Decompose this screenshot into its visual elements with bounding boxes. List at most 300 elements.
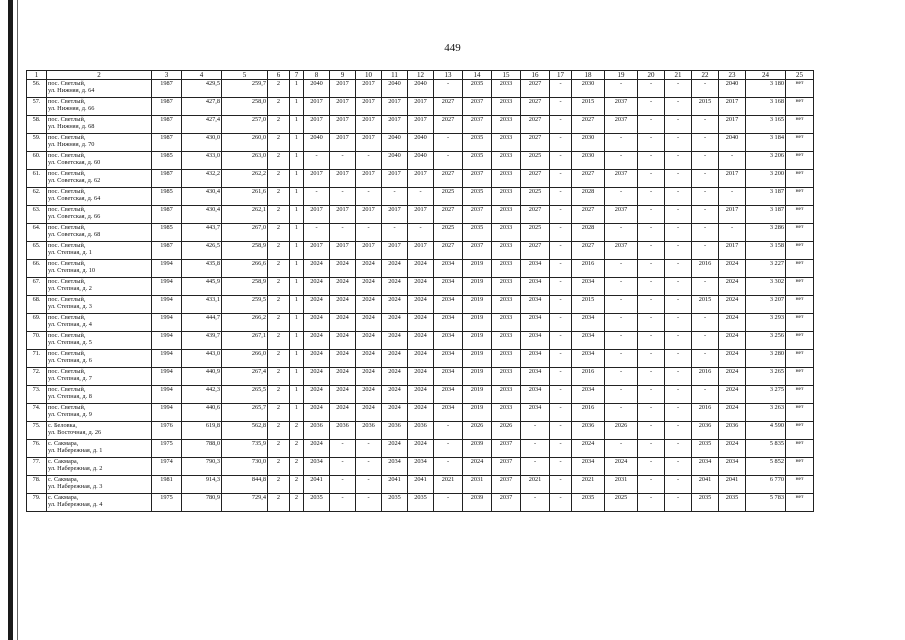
table-cell: 2026 [492,422,521,440]
table-cell: - [605,224,638,242]
table-cell: 2024 [330,260,356,278]
table-cell: 2034 [304,458,330,476]
table-cell: 1976 [152,422,182,440]
table-cell: нет [786,224,814,242]
row-number-cell: 56. [27,80,47,98]
table-row [27,152,814,170]
row-number-cell: 74. [27,404,47,422]
table-cell: 1 [290,134,304,152]
table-row [27,494,814,512]
address-cell: пос. Светлый, ул. Степная, д. 4 [47,314,152,332]
table-cell: - [434,458,463,476]
table-cell: 432,2 [182,170,222,188]
table-cell: нет [786,134,814,152]
table-cell: нет [786,242,814,260]
table-cell: 1 [290,278,304,296]
table-cell: - [434,80,463,98]
table-cell: нет [786,98,814,116]
row-number-cell: 72. [27,368,47,386]
table-cell: 2025 [521,224,550,242]
table-row [27,458,814,476]
table-cell: - [550,242,572,260]
table-cell: 2040 [408,152,434,170]
table-cell: 2025 [434,188,463,206]
table-cell: 2040 [408,134,434,152]
table-cell: - [408,224,434,242]
table-cell: 2025 [605,494,638,512]
table-cell: 3 227 [746,260,786,278]
table-cell: - [665,458,692,476]
table-cell: 2 [268,368,290,386]
address-cell: пос. Светлый, ул. Советская, д. 60 [47,152,152,170]
table-cell: 2035 [719,494,746,512]
table-cell: 1 [290,98,304,116]
row-number-cell: 62. [27,188,47,206]
table-cell: 2024 [330,404,356,422]
row-number-cell: 59. [27,134,47,152]
table-cell: 2 [268,476,290,494]
table-cell: 2033 [492,404,521,422]
row-number-cell: 79. [27,494,47,512]
table-cell: - [550,170,572,188]
table-cell: - [638,98,665,116]
table-cell: 2034 [382,458,408,476]
table-cell: 2 [268,170,290,188]
table-cell: 1994 [152,278,182,296]
table-cell: 1987 [152,98,182,116]
table-cell: - [605,134,638,152]
table-cell: 2034 [521,314,550,332]
row-number-cell: 77. [27,458,47,476]
table-cell: 265,5 [222,386,268,404]
table-cell: 2016 [572,260,605,278]
table-cell: 2024 [408,368,434,386]
table-cell: 1 [290,350,304,368]
table-cell: - [605,296,638,314]
table-cell: 2027 [521,134,550,152]
table-cell: 2034 [521,368,550,386]
table-cell: 2030 [572,80,605,98]
table-cell: 2024 [304,368,330,386]
table-cell: 2026 [463,422,492,440]
table-cell: 435,8 [182,260,222,278]
address-cell: пос. Светлый, ул. Степная, д. 8 [47,386,152,404]
row-number-cell: 73. [27,386,47,404]
table-cell: 5 783 [746,494,786,512]
table-cell: - [605,386,638,404]
table-cell: 2033 [492,224,521,242]
table-cell: 2024 [356,350,382,368]
table-cell: 2016 [692,404,719,422]
table-row [27,386,814,404]
table-cell: 2024 [382,404,408,422]
table-cell: - [665,80,692,98]
table-cell: 2025 [434,224,463,242]
table-cell: 2024 [719,278,746,296]
table-cell: 2037 [463,206,492,224]
table-cell: 443,7 [182,224,222,242]
table-cell: нет [786,386,814,404]
table-cell: - [692,224,719,242]
table-cell: 2024 [304,350,330,368]
table-cell: 258,0 [222,98,268,116]
table-cell: 2 [290,494,304,512]
table-cell: 1 [290,296,304,314]
table-cell: - [665,332,692,350]
table-cell: 266,0 [222,350,268,368]
row-number-cell: 58. [27,116,47,134]
table-cell: - [665,260,692,278]
table-cell: 3 286 [746,224,786,242]
table-cell: 262,2 [222,170,268,188]
table-cell: 2 [268,80,290,98]
row-number-cell: 63. [27,206,47,224]
table-cell: 1975 [152,440,182,458]
table-cell: нет [786,494,814,512]
table-cell: - [356,188,382,206]
table-cell: 2024 [330,296,356,314]
table-cell: 2031 [463,476,492,494]
table-cell: - [692,170,719,188]
table-cell: 2035 [692,494,719,512]
table-cell: - [356,494,382,512]
table-cell: - [550,458,572,476]
table-cell: 5 835 [746,440,786,458]
column-header: 17 [550,71,572,80]
table-cell: 2021 [572,476,605,494]
address-cell: пос. Светлый, ул. Степная, д. 10 [47,260,152,278]
table-cell: 2034 [521,278,550,296]
table-cell: 2 [290,476,304,494]
table-cell: - [605,314,638,332]
table-cell: - [638,314,665,332]
table-cell: 2034 [434,404,463,422]
table-cell: 2017 [382,98,408,116]
table-cell: - [605,332,638,350]
table-cell: 1994 [152,314,182,332]
table-cell: - [550,386,572,404]
table-cell: 2034 [572,458,605,476]
table-cell: - [719,188,746,206]
column-header: 16 [521,71,550,80]
table-cell: - [434,494,463,512]
table-cell: нет [786,260,814,278]
table-cell: - [638,440,665,458]
address-cell: пос. Светлый, ул. Советская, д. 64 [47,188,152,206]
table-cell: 1987 [152,170,182,188]
table-cell: - [692,386,719,404]
table-cell: 1975 [152,494,182,512]
table-cell: 2035 [463,224,492,242]
table-cell: нет [786,116,814,134]
table-cell: 2027 [521,116,550,134]
table-cell: 443,0 [182,350,222,368]
table-cell: - [638,404,665,422]
table-cell: - [330,494,356,512]
table-cell: 2027 [521,206,550,224]
table-cell: нет [786,350,814,368]
table-cell: 2033 [492,206,521,224]
table-cell: 2024 [356,260,382,278]
table-cell: нет [786,476,814,494]
table-cell: - [550,224,572,242]
table-cell: - [605,260,638,278]
table-cell: 2024 [719,332,746,350]
table-cell: - [550,260,572,278]
table-cell: 2041 [719,476,746,494]
table-cell: - [550,404,572,422]
address-cell: с. Сакмара, ул. Набережная, д. 2 [47,458,152,476]
table-cell: - [550,188,572,206]
table-cell: 2040 [304,80,330,98]
column-header: 19 [605,71,638,80]
table-cell: 2041 [304,476,330,494]
table-cell: 2027 [572,206,605,224]
binding-edge-line [17,0,18,640]
table-cell: 2035 [572,494,605,512]
table-cell: 258,9 [222,278,268,296]
table-cell: 265,7 [222,404,268,422]
table-cell: 2024 [719,404,746,422]
column-header: 20 [638,71,665,80]
column-header: 22 [692,71,719,80]
table-row [27,188,814,206]
table-cell: - [434,152,463,170]
table-cell: 2027 [521,80,550,98]
table-cell: 2024 [408,296,434,314]
table-cell: - [356,224,382,242]
table-cell: 2017 [719,116,746,134]
table-cell: 1 [290,116,304,134]
table-row [27,206,814,224]
row-number-cell: 68. [27,296,47,314]
table-cell: 2017 [356,98,382,116]
table-cell: 1 [290,152,304,170]
table-cell: - [605,440,638,458]
table-row [27,422,814,440]
table-cell: 2019 [463,260,492,278]
table-cell: 430,0 [182,134,222,152]
table-cell: 2 [268,494,290,512]
table-cell: 2033 [492,134,521,152]
table-cell: 1985 [152,188,182,206]
table-cell: 2 [268,278,290,296]
table-cell: - [638,458,665,476]
table-cell: 2025 [521,188,550,206]
table-cell: - [550,278,572,296]
table-cell: - [330,224,356,242]
table-cell: 2040 [304,134,330,152]
table-cell: 2037 [492,440,521,458]
row-number-cell: 61. [27,170,47,188]
table-cell: - [521,458,550,476]
table-cell: 2 [268,350,290,368]
address-cell: пос. Светлый, ул. Степная, д. 5 [47,332,152,350]
column-header: 4 [182,71,222,80]
table-cell: - [330,440,356,458]
table-cell: 2 [268,296,290,314]
table-cell: 2034 [572,350,605,368]
table-cell: 2036 [572,422,605,440]
column-header: 8 [304,71,330,80]
table-cell: 2024 [304,260,330,278]
table-cell: 442,3 [182,386,222,404]
table-cell: 259,5 [222,296,268,314]
table-cell: - [382,224,408,242]
table-cell: 2024 [605,458,638,476]
address-cell: с. Сакмара, ул. Набережная, д. 3 [47,476,152,494]
table-cell: 2035 [304,494,330,512]
table-row [27,296,814,314]
table-cell: 2034 [572,314,605,332]
table-cell: 2034 [572,332,605,350]
address-cell: с. Сакмара, ул. Набережная, д. 1 [47,440,152,458]
table-cell: 2033 [492,80,521,98]
column-header: 6 [268,71,290,80]
table-cell: 261,6 [222,188,268,206]
table-cell: 2041 [382,476,408,494]
table-cell: 729,4 [222,494,268,512]
table-cell: 2034 [521,350,550,368]
column-header: 2 [47,71,152,80]
table-cell: 2024 [330,332,356,350]
table-cell: 1985 [152,224,182,242]
table-cell: 2019 [463,278,492,296]
table-cell: 2 [268,206,290,224]
table-cell: 2017 [356,242,382,260]
table-cell: 2027 [434,242,463,260]
table-cell: 1987 [152,242,182,260]
table-cell: 2035 [382,494,408,512]
table-cell: - [550,314,572,332]
table-cell: 2024 [382,440,408,458]
table-cell: 2017 [330,98,356,116]
table-cell: - [521,494,550,512]
table-cell: 3 302 [746,278,786,296]
table-row [27,134,814,152]
table-cell: 2024 [330,278,356,296]
address-cell: пос. Светлый, ул. Советская, д. 62 [47,170,152,188]
table-cell: 2024 [330,350,356,368]
table-row [27,332,814,350]
table-cell: 2027 [521,170,550,188]
table-cell: 2027 [434,98,463,116]
table-cell: 3 187 [746,206,786,224]
table-cell: 2036 [382,422,408,440]
table-cell: 1 [290,188,304,206]
table-cell: - [408,188,434,206]
table-cell: 1987 [152,116,182,134]
table-cell: 2034 [719,458,746,476]
row-number-cell: 65. [27,242,47,260]
table-row [27,242,814,260]
table-cell: - [550,98,572,116]
table-cell: - [638,242,665,260]
table-cell: 3 280 [746,350,786,368]
table-cell: 2033 [492,296,521,314]
table-cell: - [638,206,665,224]
table-cell: 2 [268,188,290,206]
table-cell: - [330,188,356,206]
column-header: 1 [27,71,47,80]
table-cell: - [330,458,356,476]
table-cell: 1 [290,242,304,260]
table-cell: - [605,152,638,170]
table-cell: 3 293 [746,314,786,332]
table-cell: - [550,80,572,98]
table-cell: 2033 [492,278,521,296]
table-cell: 2025 [521,152,550,170]
table-cell: - [521,422,550,440]
table-cell: 2017 [356,116,382,134]
table-cell: 735,9 [222,440,268,458]
table-cell: 2036 [408,422,434,440]
table-cell: 2024 [382,368,408,386]
address-cell: с. Сакмара, ул. Набережная, д. 4 [47,494,152,512]
table-cell: 2024 [719,350,746,368]
table-cell: - [692,278,719,296]
table-row [27,98,814,116]
table-cell: 262,1 [222,206,268,224]
table-cell: 2024 [304,386,330,404]
table-cell: - [382,188,408,206]
table-cell: 2017 [330,206,356,224]
table-cell: 2 [268,116,290,134]
table-cell: 1987 [152,134,182,152]
table-cell: 2034 [434,314,463,332]
table-cell: 3 206 [746,152,786,170]
table-cell: - [692,332,719,350]
table-cell: 429,5 [182,80,222,98]
table-row [27,404,814,422]
table-cell: 2019 [463,368,492,386]
table-cell: 2019 [463,404,492,422]
table-cell: - [605,188,638,206]
table-cell: 2017 [719,98,746,116]
table-cell: - [692,350,719,368]
table-cell: 2035 [463,152,492,170]
table-cell: - [638,422,665,440]
row-number-cell: 67. [27,278,47,296]
table-cell: нет [786,422,814,440]
table-cell: 1987 [152,206,182,224]
table-cell: 3 256 [746,332,786,350]
row-number-cell: 75. [27,422,47,440]
table-cell: 2033 [492,332,521,350]
table-cell: 562,8 [222,422,268,440]
table-cell: 3 207 [746,296,786,314]
row-number-cell: 57. [27,98,47,116]
table-cell: - [692,188,719,206]
table-cell: 2024 [356,386,382,404]
table-cell: нет [786,368,814,386]
table-cell: 2034 [434,386,463,404]
table-cell: 2024 [719,260,746,278]
table-cell: 1994 [152,332,182,350]
table-cell: - [638,188,665,206]
table-cell: 2040 [382,134,408,152]
table-cell: 3 180 [746,80,786,98]
table-cell: 2034 [572,278,605,296]
table-cell: 1994 [152,350,182,368]
address-cell: пос. Светлый, ул. Степная, д. 6 [47,350,152,368]
table-row [27,170,814,188]
table-cell: 2016 [692,368,719,386]
table-cell: 2017 [408,206,434,224]
table-cell: - [692,152,719,170]
table-cell: 2019 [463,332,492,350]
table-cell: - [665,134,692,152]
